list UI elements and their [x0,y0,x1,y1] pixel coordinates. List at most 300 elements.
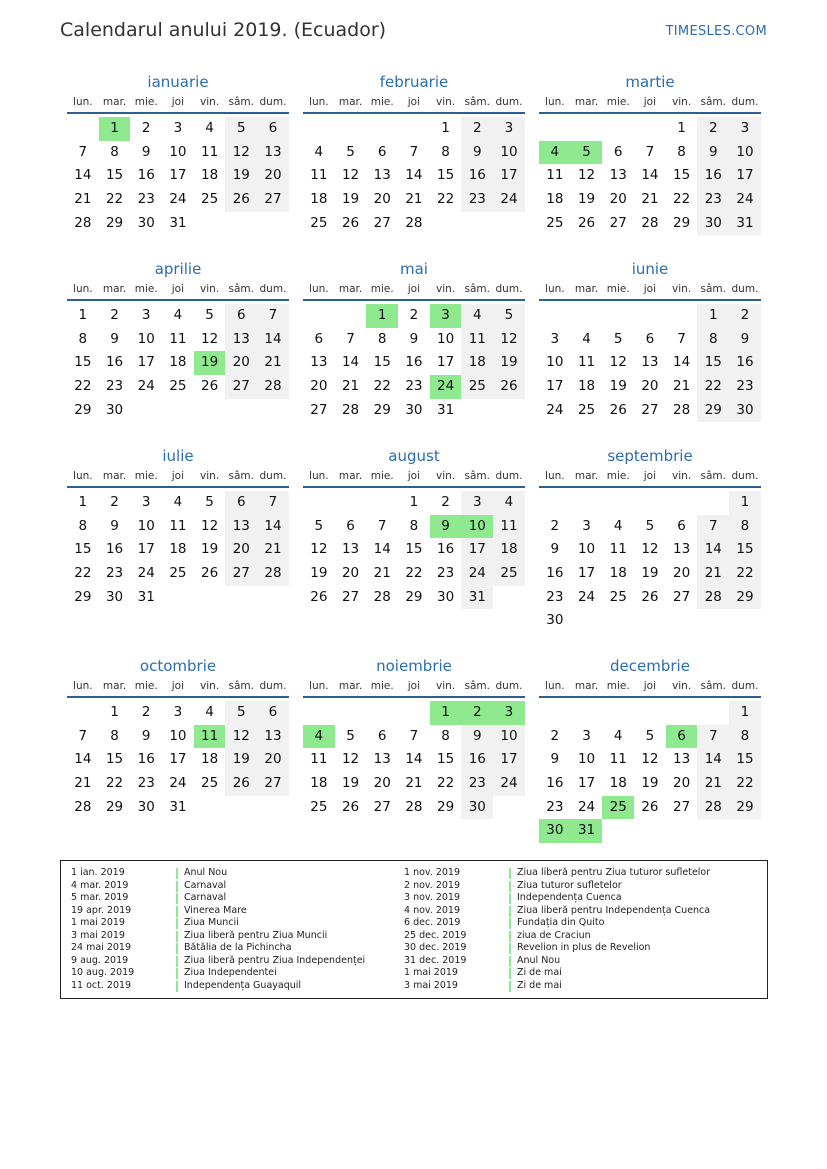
holiday-marker [176,906,178,917]
week-row [539,304,761,328]
weekday-label: mar. [102,470,127,482]
day-cell: 16 [405,354,423,371]
legend-date: 5 mar. 2019 [71,892,129,903]
weekday-label: lun. [73,283,93,295]
day-cell: 2 [461,701,493,725]
day-cell: 28 [697,796,729,820]
weekday-label: sâm. [228,96,255,108]
empty-cell [634,117,666,141]
day-cell: 14 [74,167,92,184]
week-row [539,796,761,820]
weekday-label: vin. [200,283,220,295]
weekday-label: lun. [73,680,93,692]
day-cell: 13 [641,354,659,371]
day-cell: 20 [257,164,289,188]
week-row [539,491,761,515]
weekday-label: mie. [606,283,630,295]
month-martie [539,72,761,235]
week-row [539,748,761,772]
week-row [303,375,525,399]
day-cell: 17 [729,164,761,188]
empty-cell [194,796,226,820]
holiday-marker [176,981,178,992]
legend-holiday-name: Vinerea Mare [184,904,247,916]
day-cell: 6 [377,727,387,744]
day-cell: 23 [461,772,493,796]
holiday-marker [509,931,511,942]
day-cell: 29 [729,586,761,610]
weekday-label: sâm. [700,283,727,295]
day-cell: 1 [366,304,398,328]
day-cell: 23 [697,188,729,212]
day-cell: 30 [697,212,729,236]
legend-entry [404,880,710,893]
day-cell: 9 [110,517,119,534]
day-cell: 22 [105,191,124,208]
legend-date: 9 aug. 2019 [71,954,129,966]
week-row [303,562,525,586]
day-cell: 16 [697,164,729,188]
day-cell: 26 [201,378,219,395]
weekday-label: dum. [259,283,287,295]
week-row [539,375,761,399]
weekday-label: vin. [436,96,456,108]
day-cell: 6 [257,117,289,141]
day-cell: 10 [546,354,564,371]
holiday-marker [509,881,511,892]
weekday-label: mar. [338,96,363,108]
day-cell: 23 [461,188,493,212]
weekday-label: mar. [338,680,363,692]
day-cell: 11 [310,751,328,768]
weekday-label: dum. [259,96,287,108]
weekday-label: mie. [606,680,630,692]
empty-cell [571,701,603,725]
day-cell: 4 [205,120,214,136]
day-cell: 17 [577,565,596,582]
weekday-label: sâm. [700,680,727,692]
day-cell: 21 [641,191,659,208]
day-cell: 30 [137,798,155,815]
day-cell: 28 [405,214,423,231]
legend-date: 11 oct. 2019 [71,979,132,991]
weekday-label: mie. [606,470,630,482]
day-cell: 7 [697,515,729,539]
day-cell: 11 [169,330,187,347]
day-cell: 25 [201,191,219,208]
day-cell: 14 [341,354,360,371]
day-cell: 7 [677,330,686,347]
empty-cell [729,609,761,633]
day-cell: 17 [461,538,493,562]
day-cell: 10 [137,517,155,534]
empty-cell [366,491,398,515]
legend-holiday-name: ziua de Craciun [517,929,591,941]
day-cell: 28 [405,798,423,815]
week-row [539,328,761,352]
day-cell: 20 [257,748,289,772]
week-row [67,796,289,820]
legend-entry [71,892,365,905]
holiday-marker [509,868,511,879]
day-cell: 12 [493,328,525,352]
day-cell: 3 [141,494,151,510]
week-row [303,328,525,352]
legend-holiday-name: Ziua liberă pentru Ziua Muncii [184,929,328,941]
day-cell: 11 [609,541,627,558]
day-cell: 16 [546,565,564,582]
week-row [303,188,525,212]
month-aprilie [67,259,289,422]
legend-date: 6 dec. 2019 [404,917,461,928]
week-row [303,538,525,562]
week-row [303,164,525,188]
day-cell: 21 [697,562,729,586]
brand-logo-text[interactable]: TIMESLES.COM [665,24,767,39]
day-cell: 29 [373,401,391,418]
day-cell: 2 [141,704,151,720]
weekday-label: sâm. [700,96,727,108]
day-cell: 10 [437,330,455,347]
day-cell: 3 [173,120,183,136]
day-cell: 27 [257,188,289,212]
day-cell: 12 [577,167,596,184]
month-ianuarie [67,72,289,235]
week-row [67,164,289,188]
weekday-label: vin. [200,470,220,482]
legend-holiday-name: Anul Nou [517,954,561,966]
weekday-label: mar. [338,283,363,295]
day-cell: 21 [74,775,92,792]
week-row [67,304,289,328]
holiday-marker [176,956,178,967]
day-cell: 15 [437,167,455,184]
day-cell: 24 [577,798,596,815]
day-cell: 18 [310,191,328,208]
day-cell: 27 [341,588,360,605]
empty-cell [194,212,226,236]
day-cell: 16 [729,351,761,375]
weekday-label: vin. [436,680,456,692]
legend-date: 1 ian. 2019 [71,867,125,878]
day-cell: 3 [493,117,525,141]
day-cell: 27 [257,772,289,796]
day-cell: 6 [666,725,698,749]
weekday-label: dum. [495,470,523,482]
legend-date: 19 apr. 2019 [71,904,132,916]
weekday-label: mar. [574,470,599,482]
legend-holiday-name: Ziua tuturor sufletelor [517,879,622,891]
weekday-label: sâm. [464,96,491,108]
day-cell: 3 [729,117,761,141]
weekday-label: dum. [495,680,523,692]
day-cell: 3 [493,701,525,725]
month-februarie [303,72,525,235]
day-cell: 29 [673,214,691,231]
weekday-label: joi [171,283,185,295]
month-decembrie [539,656,761,843]
legend-date: 3 mai 2019 [404,979,458,991]
empty-cell [225,586,257,610]
day-cell: 24 [137,565,155,582]
day-cell: 16 [461,748,493,772]
weekday-header [303,279,525,301]
page-title: Calendarul anului 2019. (Ecuador) [60,19,387,41]
day-cell: 27 [310,401,328,418]
day-cell: 4 [613,727,623,744]
empty-cell [335,117,367,141]
week-row [67,515,289,539]
day-cell: 17 [137,354,155,371]
week-row [67,351,289,375]
week-row [303,748,525,772]
weekday-label: lun. [309,680,329,692]
day-cell: 21 [673,378,691,395]
day-cell: 28 [257,375,289,399]
empty-cell [697,609,729,633]
legend-date: 1 nov. 2019 [404,867,460,878]
empty-cell [539,304,571,328]
holiday-marker [509,956,511,967]
day-cell: 16 [105,541,124,558]
week-row [539,141,761,165]
month-mai [303,259,525,422]
day-cell: 14 [257,328,289,352]
month-septembrie [539,446,761,633]
day-cell: 21 [257,351,289,375]
holiday-marker [509,943,511,954]
empty-cell [335,304,367,328]
day-cell: 20 [673,775,691,792]
day-cell: 23 [137,191,155,208]
empty-cell [666,701,698,725]
weekday-header [67,676,289,698]
month-august [303,446,525,609]
day-cell: 5 [314,517,324,534]
legend-date: 30 dec. 2019 [404,942,467,953]
week-row [303,701,525,725]
day-cell: 18 [546,191,564,208]
day-cell: 23 [105,565,124,582]
day-cell: 26 [641,798,659,815]
day-cell: 30 [137,214,155,231]
day-cell: 1 [110,704,119,720]
weekday-label: joi [407,96,421,108]
empty-cell [335,701,367,725]
day-cell: 12 [341,751,360,768]
weekday-label: dum. [731,470,759,482]
empty-cell [366,701,398,725]
day-cell: 19 [577,191,596,208]
weekday-label: sâm. [228,680,255,692]
day-cell: 13 [673,751,691,768]
legend-entry [404,980,710,993]
month-name: februarie [379,73,449,91]
weekday-header [303,676,525,698]
empty-cell [225,796,257,820]
day-cell: 24 [729,188,761,212]
week-row [303,399,525,423]
day-cell: 23 [405,378,423,395]
day-cell: 6 [613,143,623,160]
empty-cell [571,609,603,633]
day-cell: 26 [201,565,219,582]
day-cell: 12 [201,330,219,347]
day-cell: 2 [550,727,560,744]
day-cell: 31 [169,798,187,815]
legend-date: 10 aug. 2019 [71,967,135,978]
day-cell: 13 [257,725,289,749]
month-octombrie [67,656,289,819]
week-row [539,164,761,188]
day-cell: 22 [729,562,761,586]
week-row [539,538,761,562]
legend-entry [404,867,710,880]
holiday-marker [176,943,178,954]
week-row [539,188,761,212]
day-cell: 13 [609,167,627,184]
day-cell: 29 [105,214,124,231]
day-cell: 1 [729,701,761,725]
day-cell: 17 [137,541,155,558]
day-cell: 8 [409,517,419,534]
day-cell: 22 [697,375,729,399]
day-cell: 30 [729,399,761,423]
week-row [539,212,761,236]
day-cell: 5 [645,517,655,534]
week-row [303,586,525,610]
empty-cell [257,399,289,423]
day-cell: 17 [169,751,187,768]
legend-entry [71,967,365,980]
legend-date: 1 mai 2019 [71,917,125,928]
legend-entry [404,892,710,905]
day-cell: 25 [609,588,627,605]
day-cell: 12 [641,751,659,768]
weekday-label: vin. [200,96,220,108]
day-cell: 9 [430,515,462,539]
empty-cell [602,304,634,328]
day-cell: 25 [169,565,187,582]
day-cell: 11 [546,167,564,184]
day-cell: 19 [641,565,659,582]
empty-cell [257,586,289,610]
day-cell: 18 [201,751,219,768]
day-cell: 5 [205,494,214,510]
day-cell: 19 [341,775,360,792]
day-cell: 22 [437,191,455,208]
day-cell: 9 [461,141,493,165]
day-cell: 1 [677,120,686,136]
day-cell: 20 [225,351,257,375]
weekday-label: sâm. [700,470,727,482]
day-cell: 23 [729,375,761,399]
day-cell: 21 [74,191,92,208]
day-cell: 9 [110,330,119,347]
day-cell: 26 [341,214,360,231]
empty-cell [539,491,571,515]
weekday-label: mie. [134,470,158,482]
empty-cell [194,586,226,610]
day-cell: 8 [110,143,119,160]
day-cell: 13 [341,541,360,558]
day-cell: 21 [373,565,391,582]
legend-entry [71,942,365,955]
day-cell: 5 [225,117,257,141]
weekday-header [539,279,761,301]
day-cell: 8 [441,727,450,744]
day-cell: 1 [78,494,88,510]
weekday-label: joi [171,680,185,692]
day-cell: 28 [74,798,92,815]
weekday-label: dum. [259,680,287,692]
day-cell: 7 [409,727,419,744]
weekday-label: mie. [370,470,394,482]
empty-cell [666,491,698,515]
weekday-label: mar. [102,283,127,295]
week-row [67,399,289,423]
day-cell: 18 [461,351,493,375]
weekday-label: lun. [545,680,565,692]
legend-holiday-name: Ziua liberă pentru Ziua tuturor sufletelor [517,867,711,878]
day-cell: 18 [609,565,627,582]
day-cell: 5 [346,143,355,160]
day-cell: 5 [571,141,603,165]
day-cell: 26 [341,798,360,815]
legend-column-left [71,867,365,992]
holiday-marker [176,881,178,892]
day-cell: 28 [373,588,391,605]
weekday-label: mie. [134,283,158,295]
day-cell: 17 [546,378,564,395]
day-cell: 30 [105,588,124,605]
day-cell: 25 [201,775,219,792]
day-cell: 11 [169,517,187,534]
day-cell: 18 [493,538,525,562]
legend-entry [71,880,365,893]
day-cell: 29 [74,588,92,605]
weekday-label: dum. [731,96,759,108]
day-cell: 22 [673,191,691,208]
weekday-header [303,92,525,114]
day-cell: 7 [78,727,88,744]
empty-cell [430,212,462,236]
day-cell: 24 [169,191,187,208]
day-cell: 2 [441,494,450,510]
empty-cell [634,701,666,725]
week-row [539,515,761,539]
day-cell: 28 [697,586,729,610]
weekday-label: lun. [309,470,329,482]
empty-cell [225,212,257,236]
empty-cell [461,399,493,423]
legend-holiday-name: Fundația din Quito [517,917,605,928]
day-cell: 27 [673,798,691,815]
week-row [303,725,525,749]
legend-entry [404,930,710,943]
empty-cell [67,701,99,725]
day-cell: 9 [409,330,419,347]
weekday-header [539,676,761,698]
empty-cell [493,399,525,423]
month-name: octombrie [139,657,217,675]
day-cell: 1 [409,494,419,510]
day-cell: 11 [609,751,627,768]
weekday-label: dum. [731,283,759,295]
legend-date: 31 dec. 2019 [404,954,467,966]
day-cell: 4 [613,517,623,534]
legend-entry [71,980,365,993]
